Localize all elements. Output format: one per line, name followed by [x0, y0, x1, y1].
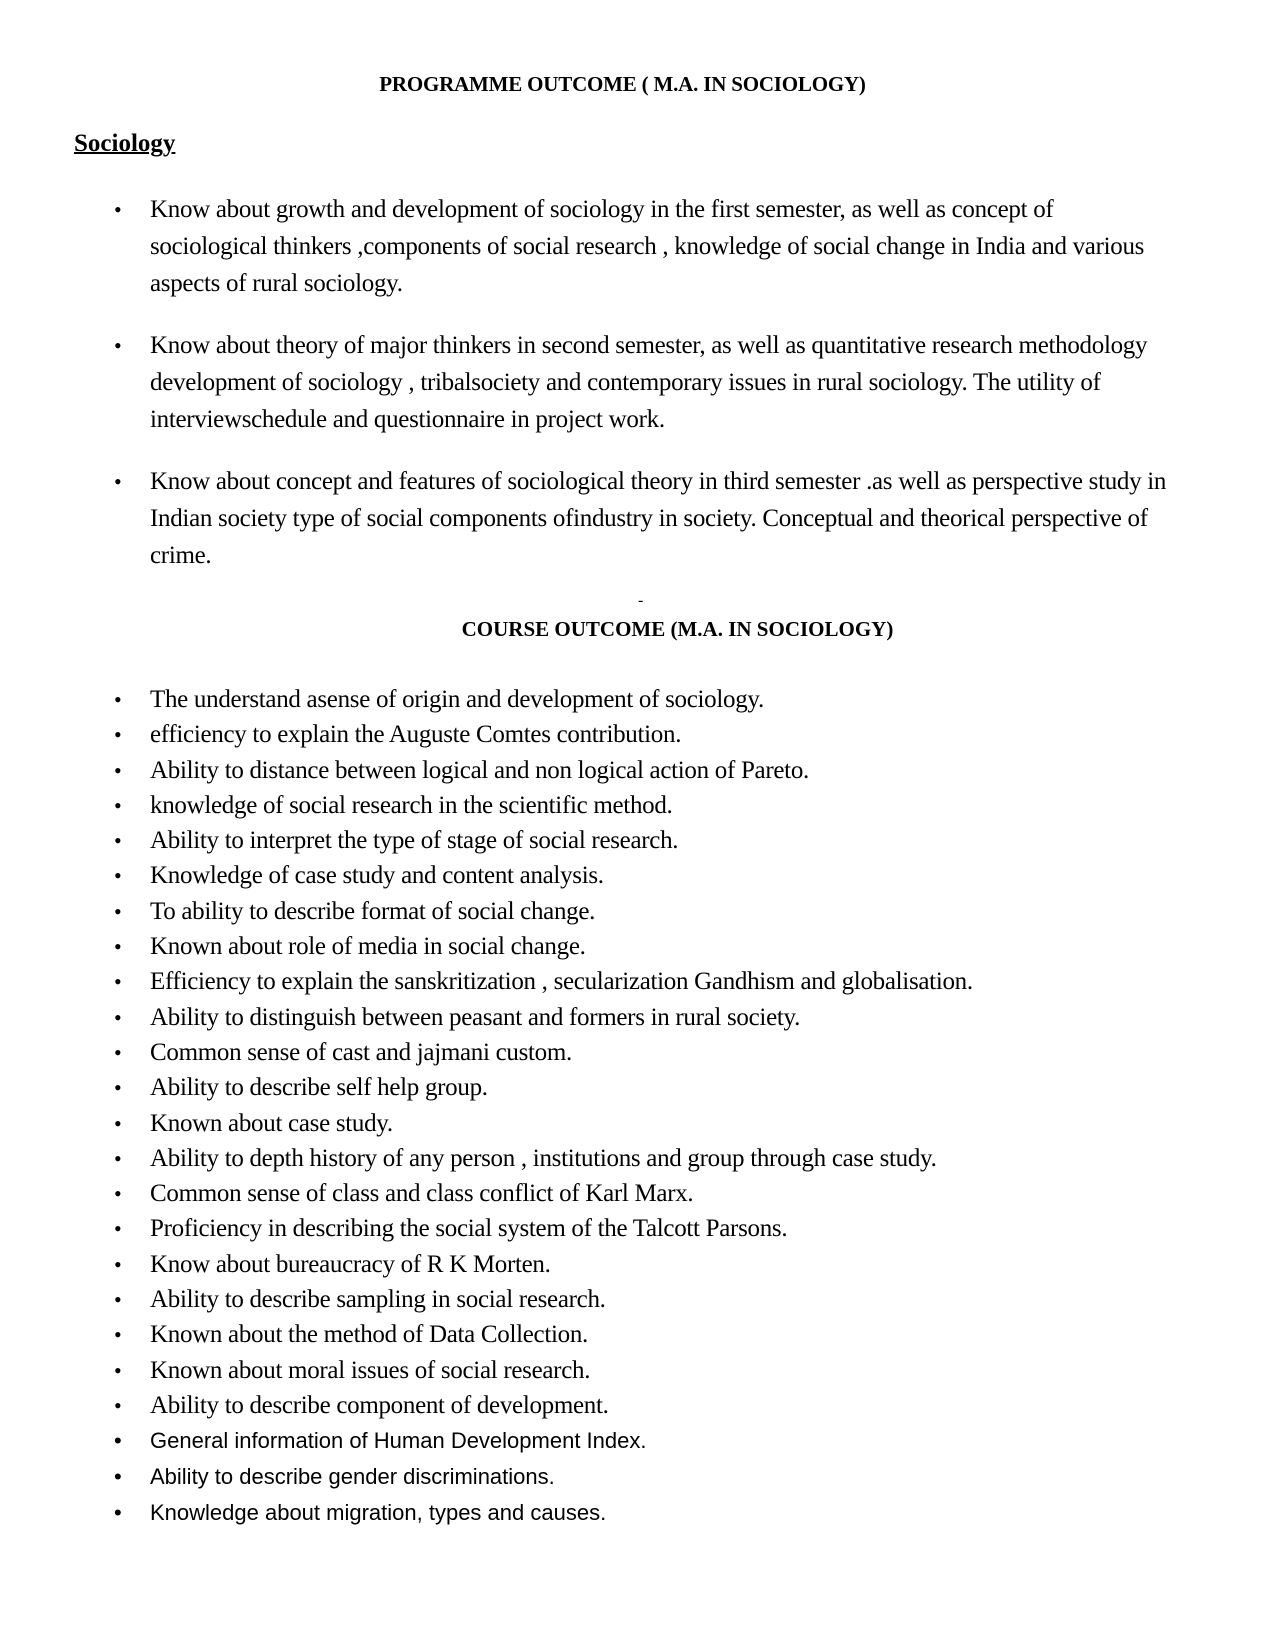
bullet-icon: •: [114, 969, 122, 995]
course-outcome-text: General information of Human Development Index.: [150, 1428, 647, 1454]
bullet-icon: •: [114, 197, 122, 222]
course-outcome-text: Ability to describe component of development.: [150, 1391, 609, 1419]
course-outcome-item: [0, 1176, 1275, 1211]
course-outcome-item: [0, 1070, 1275, 1105]
bullet-icon: •: [114, 828, 122, 854]
course-outcome-item: [0, 1353, 1275, 1388]
bullet-icon: •: [114, 1322, 122, 1348]
course-outcome-text: Common sense of class and class conflict of Karl Marx.: [150, 1180, 694, 1208]
course-outcome-text: efficiency to explain the Auguste Comtes contribution.: [150, 721, 682, 749]
course-outcome-text: Common sense of cast and jajmani custom.: [150, 1038, 572, 1066]
course-outcome-item: [0, 753, 1275, 788]
course-outcome-item: [0, 1106, 1275, 1141]
course-outcome-text: Ability to distinguish between peasant and formers in rural society.: [150, 1003, 801, 1031]
bullet-icon: •: [114, 1500, 122, 1526]
bullet-icon: •: [114, 722, 122, 748]
bullet-icon: •: [114, 1251, 122, 1277]
course-outcome-text: Know about bureaucracy of R K Morten.: [150, 1250, 551, 1278]
course-outcome-item: [0, 788, 1275, 823]
bullet-icon: •: [114, 863, 122, 889]
course-outcome-item: [0, 1388, 1275, 1423]
bullet-icon: •: [114, 1110, 122, 1136]
course-outcome-text: Known about the method of Data Collection.: [150, 1321, 588, 1349]
course-outcome-item: [0, 1495, 1275, 1531]
page-title: PROGRAMME OUTCOME ( M.A. IN SOCIOLOGY): [379, 72, 866, 96]
course-outcome-item: [0, 717, 1275, 752]
course-outcome-item: [0, 682, 1275, 717]
course-outcome-text: Ability to describe gender discriminations.: [150, 1464, 555, 1490]
bullet-icon: •: [114, 333, 122, 358]
course-outcome-text: Knowledge about migration, types and causes.: [150, 1500, 607, 1526]
course-outcome-item: [0, 1317, 1275, 1352]
course-outcome-item: [0, 1459, 1275, 1495]
course-outcome-text: Efficiency to explain the sanskritization , secularization Gandhism and globalisation.: [150, 968, 973, 996]
course-outcome-item: [0, 1211, 1275, 1246]
programme-outcome-item: • Know about concept and features of sociological theory in third semester .as well as perspective study in Indian society type of social components ofindustry in society. Conceptual and theorical perspective of crime.: [0, 463, 1275, 574]
course-outcome-title: COURSE OUTCOME (M.A. IN SOCIOLOGY): [461, 617, 894, 641]
bullet-icon: •: [114, 1075, 122, 1101]
bullet-icon: •: [114, 1392, 122, 1418]
bullet-icon: •: [114, 1145, 122, 1171]
separator-mark: -: [638, 592, 644, 609]
course-outcome-text: Known about role of media in social change.: [150, 933, 586, 961]
course-outcome-item: [0, 964, 1275, 999]
course-outcome-item: [0, 823, 1275, 858]
course-outcome-item: [0, 1282, 1275, 1317]
course-outcome-text: Known about moral issues of social research.: [150, 1356, 591, 1384]
bullet-icon: •: [114, 687, 122, 712]
course-outcome-item: [0, 1000, 1275, 1035]
bullet-icon: •: [114, 1181, 122, 1207]
bullet-icon: •: [114, 1428, 122, 1454]
course-outcome-text: Known about case study.: [150, 1109, 393, 1137]
course-outcome-item: [0, 858, 1275, 893]
course-outcome-text: Ability to distance between logical and non logical action of Pareto.: [150, 756, 809, 784]
bullet-icon: •: [114, 1357, 122, 1383]
course-outcome-text: knowledge of social research in the scientific method.: [150, 791, 673, 819]
programme-outcome-list: [0, 191, 1275, 599]
section-heading: Sociology: [74, 130, 176, 157]
course-outcome-text: Ability to describe self help group.: [150, 1074, 488, 1102]
bullet-icon: •: [114, 469, 122, 494]
course-outcome-text: Ability to interpret the type of stage of social research.: [150, 827, 679, 855]
course-outcome-item: [0, 929, 1275, 964]
course-outcome-text: The understand asense of origin and development of sociology.: [150, 686, 764, 713]
course-outcome-text: Ability to describe sampling in social research.: [150, 1286, 606, 1314]
bullet-icon: •: [114, 1287, 122, 1313]
course-outcome-item: [0, 1141, 1275, 1176]
bullet-icon: •: [114, 934, 122, 960]
bullet-icon: •: [114, 1216, 122, 1242]
bullet-icon: •: [114, 1004, 122, 1030]
programme-outcome-item: • Know about growth and development of sociology in the first semester, as well as concept of sociological thinkers ,components of social research , knowledge of social change in India and various aspects of rural sociology.: [0, 191, 1275, 302]
course-outcome-item: [0, 894, 1275, 929]
bullet-icon: •: [114, 1039, 122, 1065]
bullet-icon: •: [114, 1464, 122, 1490]
bullet-icon: •: [114, 757, 122, 783]
course-outcome-text: Proficiency in describing the social system of the Talcott Parsons.: [150, 1215, 788, 1243]
course-outcome-text: To ability to describe format of social change.: [150, 897, 596, 925]
course-outcome-item: [0, 1035, 1275, 1070]
course-outcome-list: [0, 682, 1275, 1531]
bullet-icon: •: [114, 792, 122, 818]
programme-outcome-item: • Know about theory of major thinkers in second semester, as well as quantitative research methodology development of sociology , tribalsociety and contemporary issues in rural sociology. The utility of interviewschedule and questionnaire in project work.: [0, 327, 1275, 438]
course-outcome-item: [0, 1247, 1275, 1282]
course-outcome-item: [0, 1423, 1275, 1459]
bullet-icon: •: [114, 898, 122, 924]
course-outcome-text: Ability to depth history of any person , institutions and group through case study.: [150, 1144, 937, 1172]
course-outcome-text: Knowledge of case study and content analysis.: [150, 862, 604, 890]
